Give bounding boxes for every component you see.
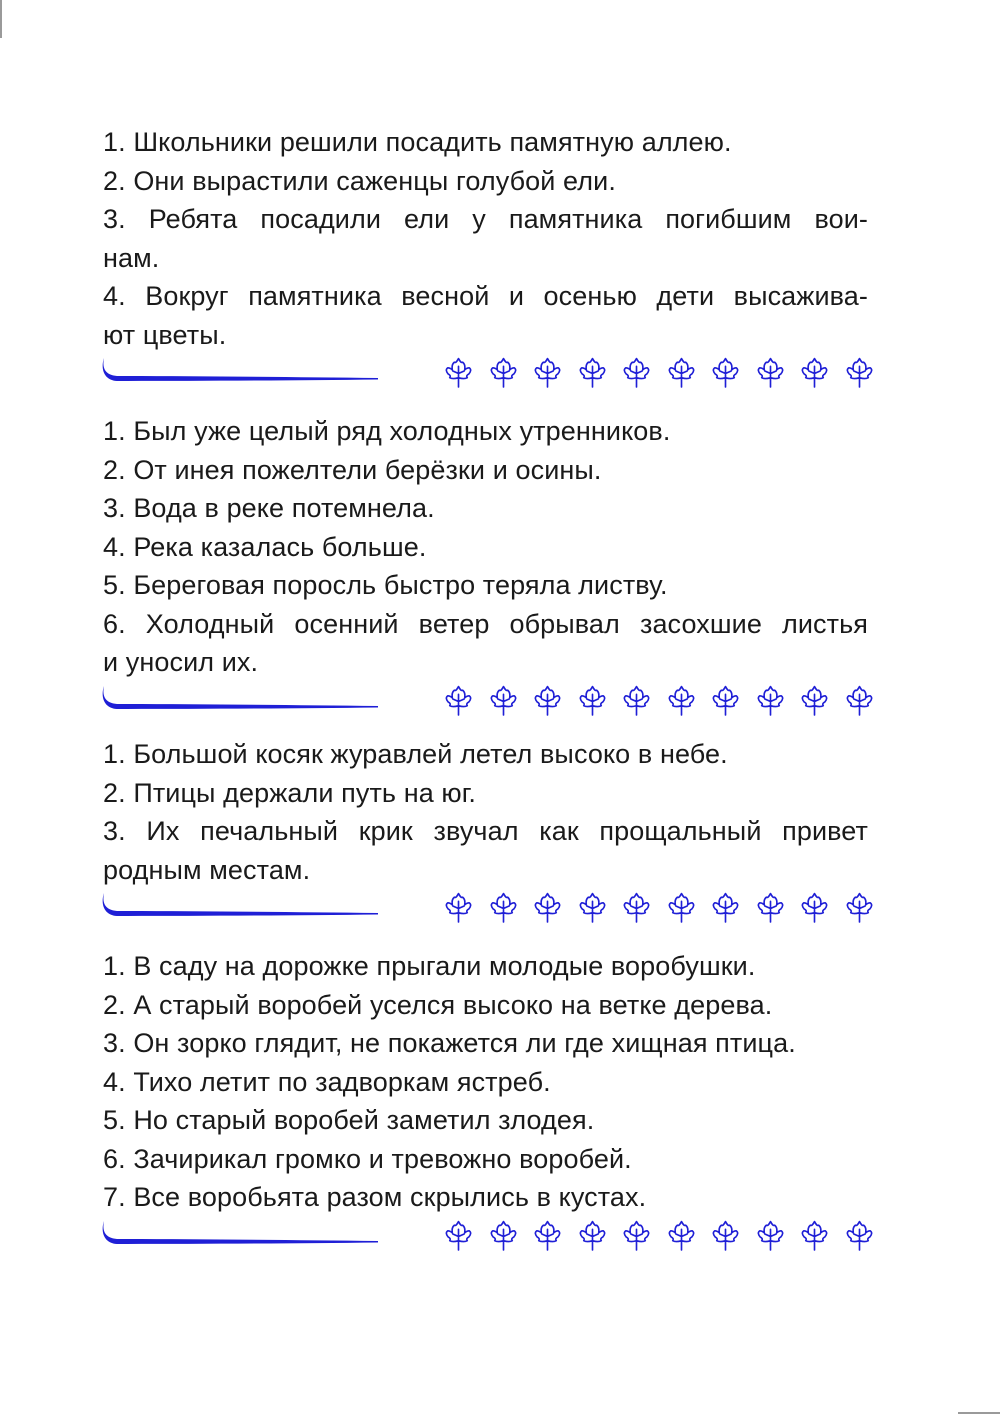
text-section-4: [103, 947, 868, 1259]
text-line: 2. Птицы держали путь на юг.: [103, 777, 477, 808]
maple-leaf-icon: [620, 684, 653, 717]
maple-leaf-icon: [442, 891, 475, 924]
maple-leaf-icon: [487, 1219, 520, 1252]
maple-leaf-icon: [531, 891, 564, 924]
maple-leaf-icon: [620, 891, 653, 924]
maple-leaf-icon: [620, 1219, 653, 1252]
text-line: 3. Вода в реке потемнела.: [103, 493, 435, 523]
brush-stroke-icon: [101, 1219, 381, 1249]
text-line: нам.: [103, 242, 160, 273]
maple-leaf-icon: [531, 1219, 564, 1252]
leaf-ornament-row: [442, 356, 876, 389]
section-divider: [103, 1219, 868, 1259]
brush-stroke-icon: [101, 356, 381, 386]
text-line: 5. Береговая поросль быстро теряла листву.: [103, 570, 668, 600]
maple-leaf-icon: [709, 684, 742, 717]
maple-leaf-icon: [843, 356, 876, 389]
maple-leaf-icon: [487, 684, 520, 717]
maple-leaf-icon: [576, 891, 609, 924]
text-section-3: [103, 735, 868, 931]
maple-leaf-icon: [754, 684, 787, 717]
text-line: 1. Был уже целый ряд холодных утренников.: [103, 416, 671, 446]
maple-leaf-icon: [442, 684, 475, 717]
text-line: ют цветы.: [103, 319, 227, 350]
maple-leaf-icon: [754, 356, 787, 389]
maple-leaf-icon: [665, 356, 698, 389]
text-line: 4. Вокруг памятника весной и осенью дети высажива-: [103, 281, 868, 311]
section-divider: [103, 891, 868, 931]
corner-crop-mark: [0, 0, 2, 38]
brush-stroke-icon: [101, 684, 381, 714]
text-line: 3. Он зорко глядит, не покажется ли где хищная птица.: [103, 1028, 796, 1058]
text-line: 6. Зачирикал громко и тревожно воробей.: [103, 1143, 632, 1174]
text-line: 4. Река казалась больше.: [103, 531, 427, 562]
leaf-ornament-row: [442, 891, 876, 924]
maple-leaf-icon: [798, 891, 831, 924]
text-line: 4. Тихо летит по задворкам ястреб.: [103, 1066, 551, 1097]
text-line: 2. А старый воробей уселся высоко на ветке дерева.: [103, 989, 773, 1020]
text-line: родным местам.: [103, 854, 311, 885]
maple-leaf-icon: [576, 684, 609, 717]
brush-stroke-icon: [101, 891, 381, 921]
maple-leaf-icon: [665, 1219, 698, 1252]
maple-leaf-icon: [576, 356, 609, 389]
text-line: 2. От инея пожелтели берёзки и осины.: [103, 454, 602, 485]
maple-leaf-icon: [576, 1219, 609, 1252]
text-line: 5. Но старый воробей заметил злодея.: [103, 1105, 595, 1135]
maple-leaf-icon: [531, 356, 564, 389]
text-section-2: [103, 412, 868, 724]
text-section-1: [103, 123, 868, 396]
maple-leaf-icon: [754, 1219, 787, 1252]
maple-leaf-icon: [843, 1219, 876, 1252]
maple-leaf-icon: [442, 1219, 475, 1252]
maple-leaf-icon: [665, 684, 698, 717]
section-divider: [103, 684, 868, 724]
maple-leaf-icon: [843, 684, 876, 717]
maple-leaf-icon: [531, 684, 564, 717]
section-divider: [103, 356, 868, 396]
text-line: и уносил их.: [103, 647, 259, 677]
leaf-ornament-row: [442, 1219, 876, 1252]
maple-leaf-icon: [754, 891, 787, 924]
maple-leaf-icon: [620, 356, 653, 389]
text-line: 1. Школьники решили посадить памятную аллею.: [103, 127, 732, 157]
maple-leaf-icon: [442, 356, 475, 389]
maple-leaf-icon: [843, 891, 876, 924]
text-line: 7. Все воробьята разом скрылись в кустах.: [103, 1182, 647, 1212]
maple-leaf-icon: [798, 356, 831, 389]
text-line: 2. Они вырастили саженцы голубой ели.: [103, 165, 616, 196]
text-line: 1. Большой косяк журавлей летел высоко в небе.: [103, 739, 728, 769]
leaf-ornament-row: [442, 684, 876, 717]
text-line: 3. Ребята посадили ели у памятника погибшим вои-: [103, 204, 868, 234]
text-line: 3. Их печальный крик звучал как прощальный привет: [103, 816, 868, 846]
maple-leaf-icon: [487, 356, 520, 389]
maple-leaf-icon: [709, 891, 742, 924]
maple-leaf-icon: [709, 356, 742, 389]
text-line: 1. В саду на дорожке прыгали молодые воробушки.: [103, 951, 756, 981]
maple-leaf-icon: [709, 1219, 742, 1252]
text-line: 6. Холодный осенний ветер обрывал засохшие листья: [103, 608, 868, 639]
maple-leaf-icon: [487, 891, 520, 924]
maple-leaf-icon: [798, 684, 831, 717]
maple-leaf-icon: [665, 891, 698, 924]
maple-leaf-icon: [798, 1219, 831, 1252]
